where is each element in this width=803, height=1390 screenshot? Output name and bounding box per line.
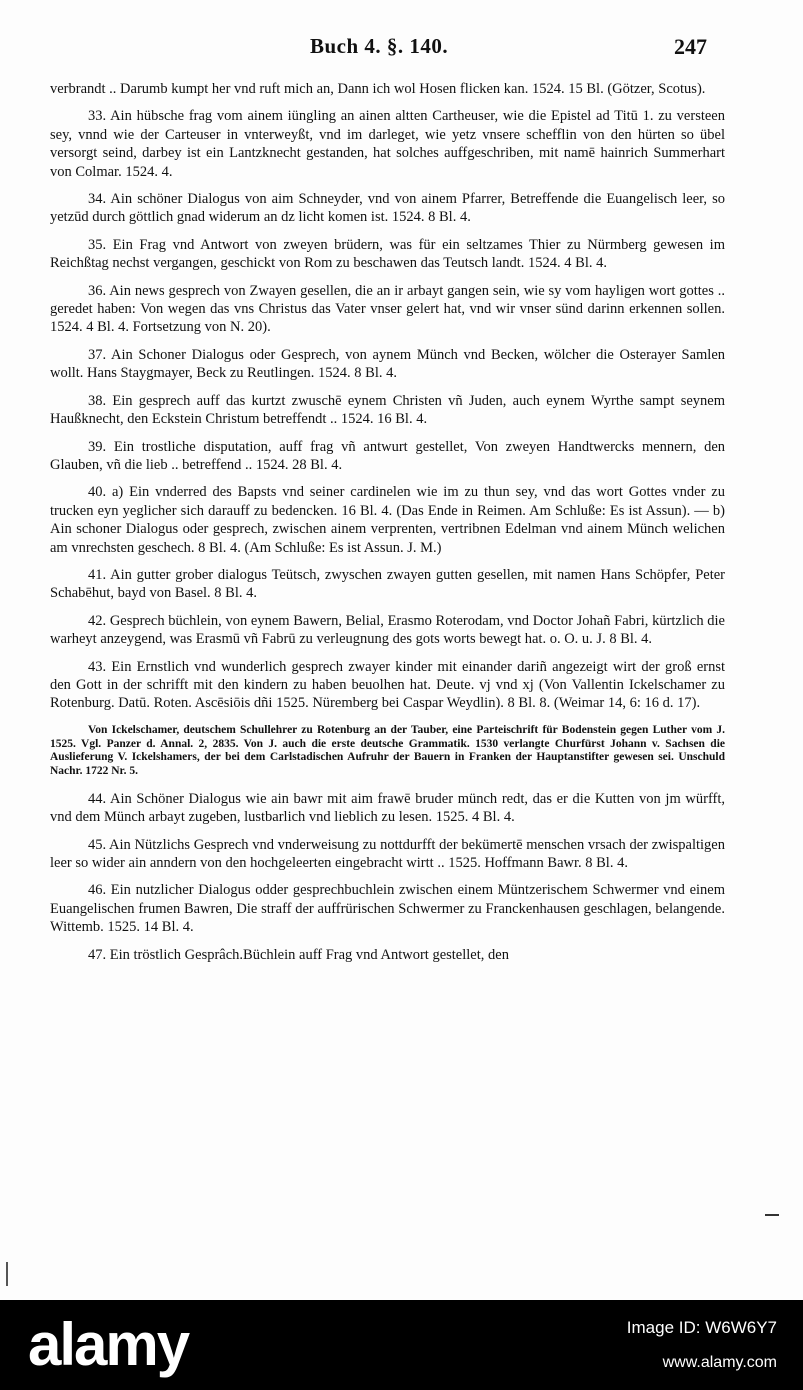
bibliography-entry (50, 282, 725, 337)
entry-text: Ain Schöner Dialogus wie ain bawr mit aim frawē bruder münch redt, das er die Kutten von jm würfft, vnd dem Münch arbayt zugeben, lustbarlich vnd lieblich zu lesen. 1525. 4 Bl. 4. (50, 790, 725, 826)
entry-text: Ein gesprech auff das kurtzt zwuschē eynem Christen vñ Juden, auch eynem Wyrthe sampt seynem Haußknecht, den Eckstein Christum betreffendt .. 1524. 16 Bl. 4. (50, 392, 726, 428)
entry-number: 37. (88, 346, 107, 363)
bibliography-entry (50, 790, 725, 827)
page-number: 247 (674, 34, 707, 59)
entry-number: 38. (88, 392, 107, 409)
entry-number: 44. (88, 790, 107, 807)
bibliography-entry (50, 658, 725, 713)
site-url: www.alamy.com (662, 1354, 777, 1371)
bibliography-entry (50, 236, 725, 273)
page-header (0, 34, 803, 64)
entry-number: 33. (88, 108, 107, 125)
entry-text: Ain hübsche frag vom ainem iüngling an ainen altten Cartheuser, wie die Epistel ad Titū 1. zu versteen sey, vnnd wie der Carteuser in vnterweyßt, vnd im darleget, wie yetz vnsere schefflin von den hürten so übel versorgt seind, darbey ist ein Lantzknecht gestanden, hat solches auffgeschriben, mit namē hainrich Summerhart von Colmar. 1524. 4. (50, 108, 725, 180)
bibliography-entry (50, 107, 725, 181)
bibliography-entry (50, 946, 725, 964)
entry-number: 34. (88, 191, 107, 208)
footnote-text: Von Ickelschamer, deutschem Schullehrer zu Rotenburg an der Tauber, eine Parteischrift für Bodenstein gegen Luther vom J. 1525. Vgl. Panzer d. Annal. 2, 2835. Von J. auch die erste deutsche Grammatik. 1530 verlangte Churfürst Johann v. Sachsen die Auslieferung V. Ickelshamers, der bei dem Carlstadischen Aufruhr der Bauern in Franken der Hauptanstifter gewesen sei. Unschuld Nachr. 1722 Nr. 5. (50, 724, 725, 777)
entry-text: Ain Schoner Dialogus oder Gesprech, von aynem Münch vnd Becken, wölcher die Osterayer Samlen wollt. Hans Staygmayer, Beck zu Reutlingen. 1524. 8 Bl. 4. (50, 346, 726, 382)
bibliography-entry (50, 80, 725, 98)
entry-text: a) Ein vnderred des Bapsts vnd seiner cardinelen wie im zu thun sey, vnd das wort Gottes vnder zu trucken eyn yeglicher sich darauff zu bedencken. 16 Bl. 4. (Das Ende in Reimen. Am Schluße: Es ist Assun). — b) Ain schoner Dialogus oder gesprech, zwischen ainem verprenten, vertribnen Edelman vnd ainem Münch welichen am vnrechsten geschech. 8 Bl. 4. (Am Schluße: Es ist Assun. J. M.) (50, 484, 725, 556)
entry-number: 40. (88, 484, 107, 501)
entry-number: 46. (88, 882, 107, 899)
entry-text: verbrandt .. Darumb kumpt her vnd ruft mich an, Dann ich wol Hosen flicken kan. 1524. 15 Bl. (Götzer, Scotus). (50, 81, 706, 97)
running-head: Buch 4. §. 140. (310, 34, 449, 58)
bibliography-entry (50, 483, 725, 557)
entry-text: Ain Nützlichs Gesprech vnd vnderweisung zu nottdurfft der bekümertē menschen vrsach der zwispaltigen leer so wider ain anndern von den hochgeleerten eingebracht wirtt .. 1525. Hoffmann Bawr. 8 Bl. 4. (50, 836, 725, 871)
footnote (50, 724, 725, 778)
entry-number: 36. (88, 282, 107, 299)
entry-text: Ain schöner Dialogus von aim Schneyder, vnd von ainem Pfarrer, Betreffende die Euangelisch leer, so yetzūd durch göttlich gnad widerum an dz licht komen ist. 1524. 8 Bl. 4. (50, 191, 726, 226)
bibliography-entry (50, 566, 725, 603)
alamy-logo: alamy (28, 1311, 189, 1378)
entry-number: 43. (88, 658, 107, 675)
entry-number: 35. (88, 236, 107, 253)
entry-text: Ein Ernstlich vnd wunderlich gesprech zwayer kinder mit einander dariñ angezeigt wirt der groß ernst den Gott in der schrifft mit den kindern zu haben beuolhen hat. Deute. vj vnd xj (Von Vallentin Ickelschamer zu Rotenburg. Datū. Roten. Ascēsiōis dñi 1525. Nüremberg bei Caspar Weydlin). 8 Bl. 8. (Weimar 14, 6: 16 d. 17). (50, 658, 726, 712)
entry-text: Ain news gesprech von Zwayen gesellen, die an ir arbayt gangen sein, wie sy vom hayligen wort gottes .. geredet haben: Von wegen das vns Christus das Vater vnser gelert hat, vnd wir vnser sünd darinn erkennen sollen. 1524. 4 Bl. 4. Fortsetzung von N. 20). (50, 282, 725, 336)
entry-number: 45. (88, 836, 107, 853)
margin-mark (765, 1214, 779, 1216)
bibliography-entry (50, 190, 725, 227)
entry-number: 41. (88, 566, 107, 583)
entry-text: Ein trostliche disputation, auff frag vñ antwurt gestellet, Von zweyen Handtwercks mennern, den Glauben, vñ die lieb .. betreffend .. 1524. 28 Bl. 4. (50, 438, 726, 473)
bibliography-entries (50, 80, 725, 973)
entry-text: Ain gutter grober dialogus Teütsch, zwyschen zwayen gutten gesellen, mit namen Hans Schöpfer, Peter Schabēhut, bayd von Basel. 8 Bl. 4. (50, 566, 726, 602)
bibliography-entry (50, 346, 725, 383)
scan-corner-mark (6, 1262, 8, 1286)
entry-number: 42. (88, 612, 107, 629)
entry-text: Ein Frag vnd Antwort von zweyen brüdern, was für ein seltzames Thier zu Nürmberg gewesen im Reichßtag nechst vergangen, geschickt von Rom zu beschawen das Teutsch landt. 1524. 4 Bl. 4. (50, 236, 725, 272)
bibliography-entry (50, 392, 725, 429)
bibliography-entry (50, 881, 725, 936)
bibliography-entry (50, 438, 725, 475)
entry-number: 39. (88, 438, 107, 455)
entry-text: Gesprech büchlein, von eynem Bawern, Belial, Erasmo Roterodam, vnd Doctor Johañ Fabri, kürtzlich die warheyt anzeygend, was Erasmū vñ Fabrū zu verleugnung des gots worts bewegt hat. o. O. u. J. 8 Bl. 4. (50, 612, 725, 648)
entry-text: Ein tröstlich Gesprâch.Büchlein auff Frag vnd Antwort gestellet, den (109, 946, 509, 963)
entry-number: 47. (88, 946, 107, 963)
bibliography-entry (50, 612, 725, 649)
watermark-footer (0, 1300, 803, 1390)
entry-text: Ein nutzlicher Dialogus odder gesprechbuchlein zwischen einem Müntzerischem Schwermer vnd einem Euangelischen frumen Bawren, Die straff der auffrürischen Schwermer zu Franckenhausen geschlagen, belangende. Wittemb. 1525. 14 Bl. 4. (50, 882, 726, 936)
bibliography-entry (50, 836, 725, 873)
image-id-label: Image ID: W6W6Y7 (626, 1318, 777, 1337)
